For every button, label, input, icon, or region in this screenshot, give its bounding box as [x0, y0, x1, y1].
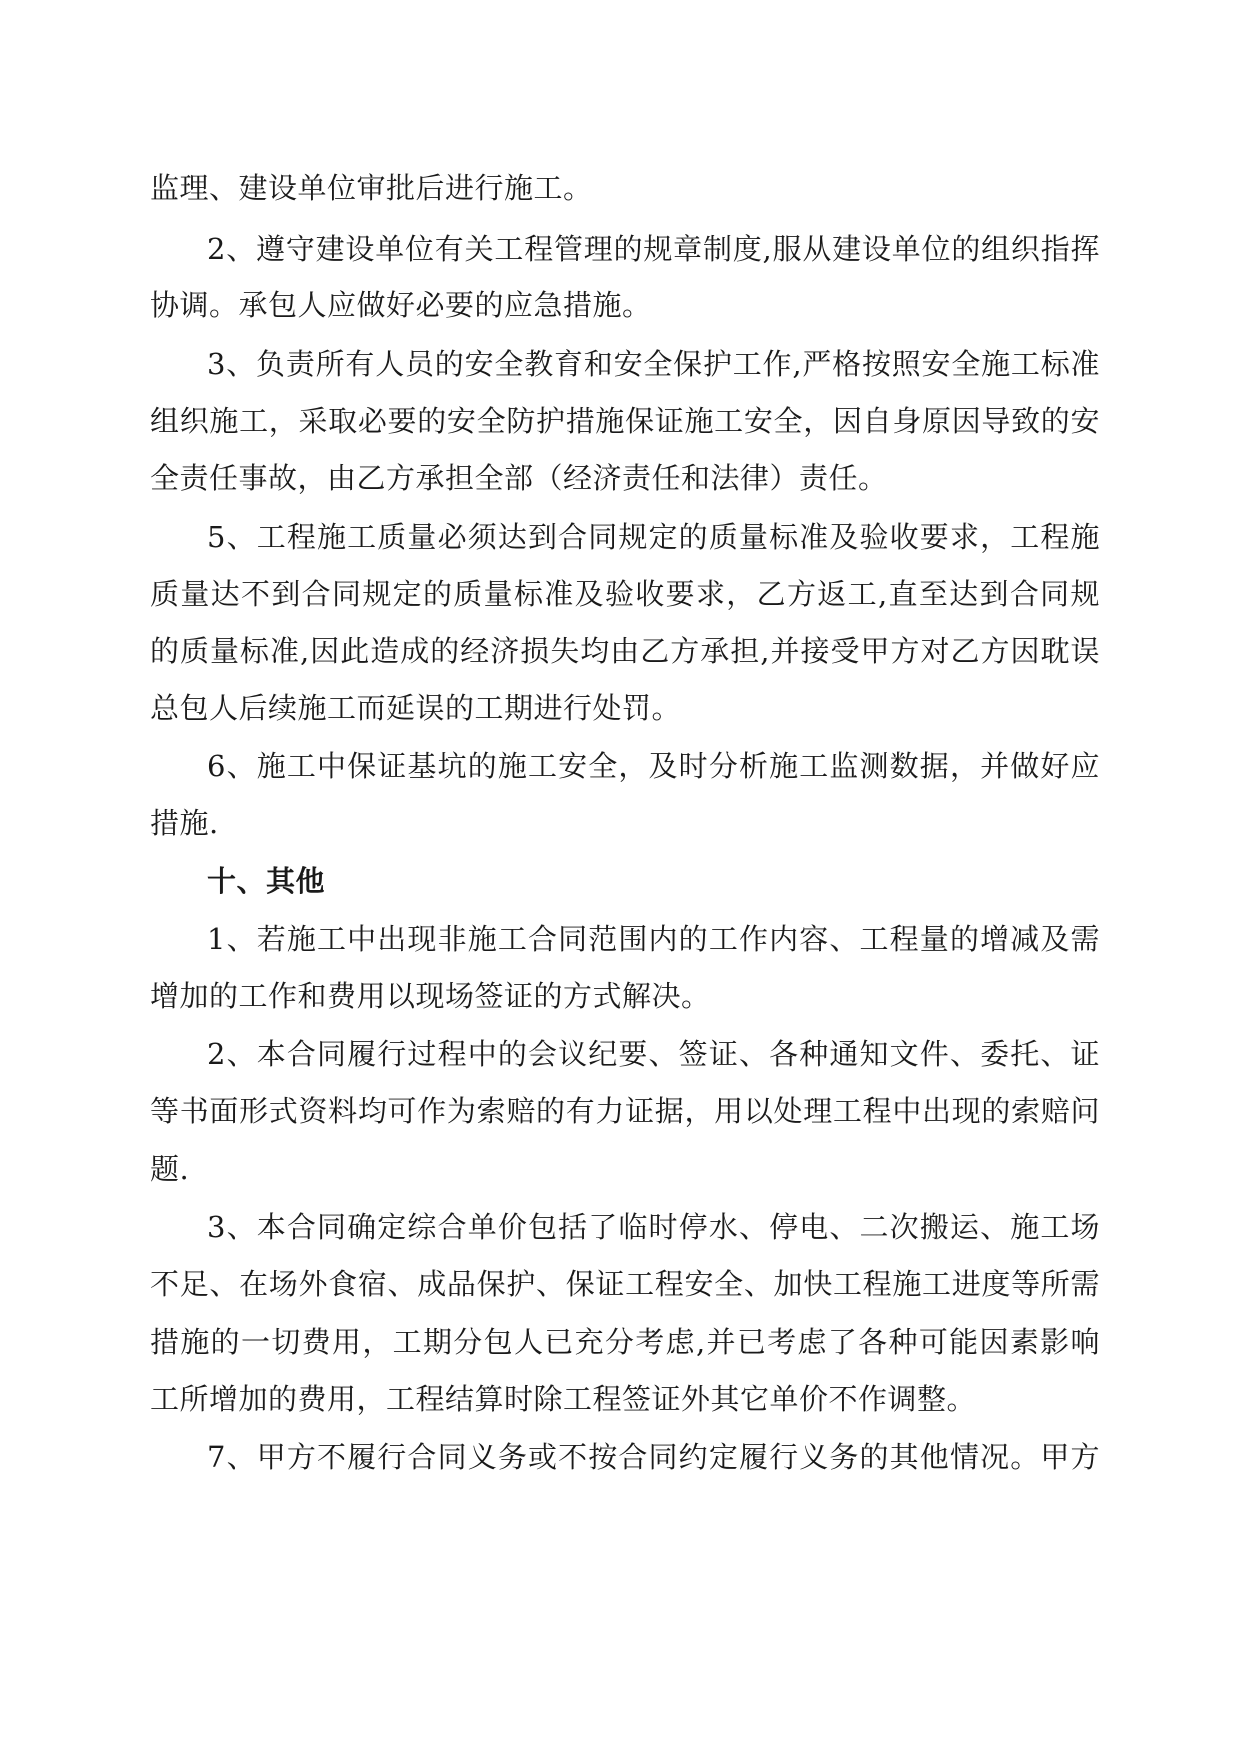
paragraph-line: 1、若施工中出现非施工合同范围内的工作内容、工程量的增减及需	[207, 922, 1100, 956]
paragraph-line: 监理、建设单位审批后进行施工。	[150, 171, 593, 205]
paragraph-line: 总包人后续施工而延误的工期进行处罚。	[150, 691, 682, 725]
paragraph-line: 不足、在场外食宿、成品保护、保证工程安全、加快工程施工进度等所需	[150, 1267, 1100, 1301]
paragraph-line: 质量达不到合同规定的质量标准及验收要求，乙方返工,直至达到合同规	[150, 577, 1100, 611]
paragraph-line: 措施的一切费用，工期分包人已充分考虑,并已考虑了各种可能因素影响	[150, 1325, 1100, 1359]
paragraph-line: 增加的工作和费用以现场签证的方式解决。	[150, 979, 711, 1013]
paragraph-line: 2、本合同履行过程中的会议纪要、签证、各种通知文件、委托、证	[207, 1037, 1100, 1071]
paragraph-line: 3、本合同确定综合单价包括了临时停水、停电、二次搬运、施工场	[207, 1210, 1100, 1244]
paragraph-line: 3、负责所有人员的安全教育和安全保护工作,严格按照安全施工标准	[207, 347, 1100, 381]
paragraph-line: 措施.	[150, 806, 219, 840]
paragraph-line: 的质量标准,因此造成的经济损失均由乙方承担,并接受甲方对乙方因耽误	[150, 634, 1100, 668]
section-heading: 十、其他	[207, 864, 326, 898]
paragraph-line: 2、遵守建设单位有关工程管理的规章制度,服从建设单位的组织指挥	[207, 232, 1100, 266]
paragraph-line: 7、甲方不履行合同义务或不按合同约定履行义务的其他情况。甲方	[207, 1440, 1100, 1474]
paragraph-line: 5、工程施工质量必须达到合同规定的质量标准及验收要求，工程施	[207, 520, 1100, 554]
paragraph-line: 全责任事故，由乙方承担全部（经济责任和法律）责任。	[150, 461, 888, 495]
paragraph-line: 工所增加的费用，工程结算时除工程签证外其它单价不作调整。	[150, 1382, 977, 1416]
paragraph-line: 协调。承包人应做好必要的应急措施。	[150, 288, 652, 322]
paragraph-line: 组织施工，采取必要的安全防护措施保证施工安全，因自身原因导致的安	[150, 404, 1100, 438]
paragraph-line: 题.	[150, 1152, 190, 1186]
paragraph-line: 等书面形式资料均可作为索赔的有力证据，用以处理工程中出现的索赔问	[150, 1094, 1100, 1128]
paragraph-line: 6、施工中保证基坑的施工安全，及时分析施工监测数据，并做好应	[207, 749, 1100, 783]
